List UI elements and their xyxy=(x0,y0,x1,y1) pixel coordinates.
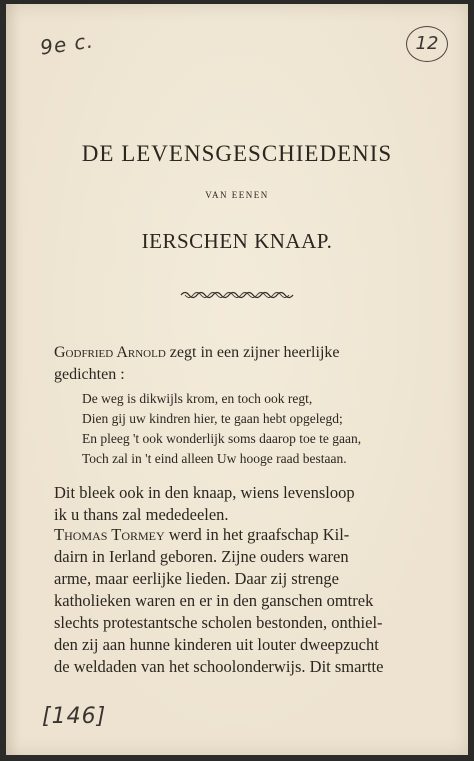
intro-line-2: gedichten : xyxy=(54,366,125,383)
paragraph-c-line: arme, maar eerlijke lieden. Daar zij strenge xyxy=(54,569,339,588)
paragraph-c-line: de weldaden van het schoolonderwijs. Dit smartte xyxy=(54,657,384,676)
paragraph-c-line: slechts protestantsche scholen bestonden, onthiel- xyxy=(54,613,383,632)
author-name: Godfried Arnold xyxy=(54,344,166,361)
person-name: Thomas Tormey xyxy=(54,525,165,544)
intro-line-1-rest: zegt in een zijner heerlijke xyxy=(165,344,340,361)
paragraph-c-line-1-rest: werd in het graafschap Kil- xyxy=(164,525,350,544)
handwritten-page-number: 12 xyxy=(406,26,448,62)
paragraph-c-line: den zij aan hunne kinderen uit louter dweepzucht xyxy=(54,635,379,654)
poem-line: De weg is dikwijls krom, en toch ook regt, xyxy=(82,391,313,406)
poem-line: Dien gij uw kindren hier, te gaan hebt opgelegd; xyxy=(82,411,343,426)
paragraph-c-line: dairn in Ierland geboren. Zijne ouders waren xyxy=(54,547,349,566)
handwritten-note-top-left: 9e c. xyxy=(38,28,96,60)
paragraph-c-line-1 xyxy=(54,524,383,546)
book-page xyxy=(6,4,468,755)
handwritten-note-bottom-left: [146] xyxy=(42,704,107,729)
title-line-1: DE LEVENSGESCHIEDENIS xyxy=(81,141,393,166)
poem-line: En pleeg 't ook wonderlijk soms daarop toe te gaan, xyxy=(82,431,362,446)
title-line-2: VAN EENEN xyxy=(205,190,269,200)
poem-quote xyxy=(82,389,361,469)
intro-line-1 xyxy=(54,342,339,364)
ornament-divider xyxy=(179,287,295,303)
paragraph-c-line: katholieken waren en er in den ganschen omtrek xyxy=(54,591,374,610)
paragraph-c xyxy=(54,524,383,678)
poem-line: Toch zal in 't eind alleen Uw hooge raad bestaan. xyxy=(82,451,347,466)
paragraph-b-line-2: ik u thans zal mededeelen. xyxy=(54,505,229,524)
paragraph-b-line-1: Dit bleek ook in den knaap, wiens levensloop xyxy=(54,483,355,502)
title-line-3: IERSCHEN KNAAP. xyxy=(141,229,333,253)
paragraph-b xyxy=(54,482,355,526)
intro-paragraph xyxy=(54,342,339,386)
